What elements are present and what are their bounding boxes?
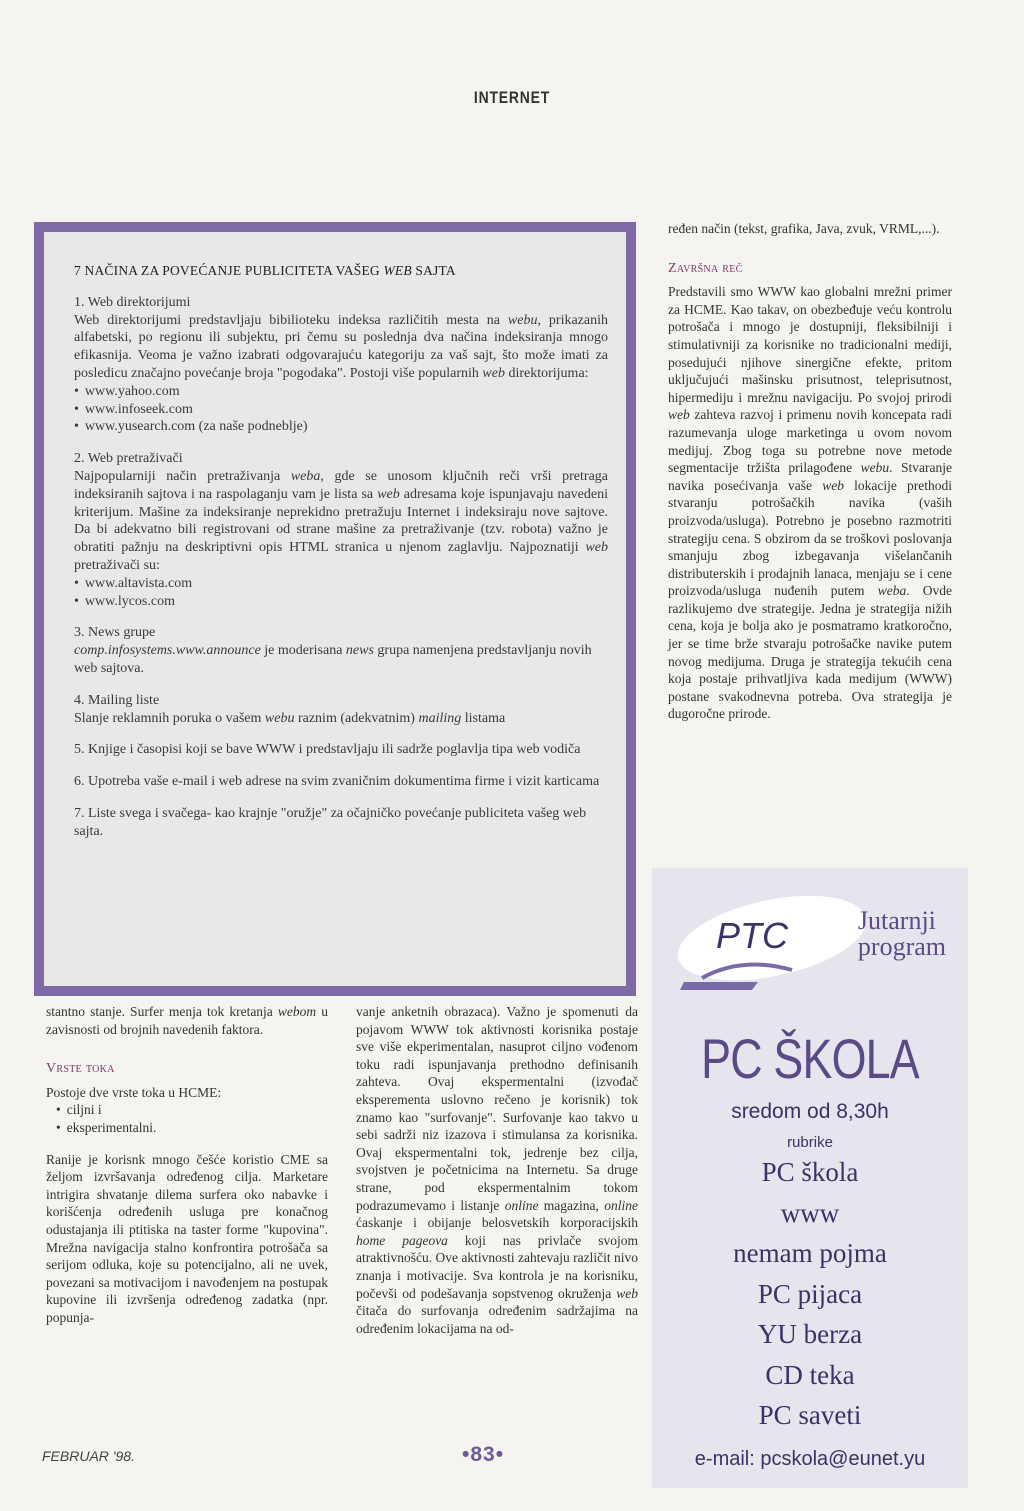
column-2 bbox=[356, 1003, 638, 1337]
item4-text: Slanje reklamnih poruka o vašem webu raznim (adekvatnim) mailing listama bbox=[74, 710, 506, 726]
list-item: • www.lycos.com bbox=[74, 593, 608, 611]
list-item: nemam pojma bbox=[733, 1238, 887, 1268]
list-item: • www.yusearch.com (za naše podneblje) bbox=[74, 418, 608, 436]
ad-subtitle: Jutarnji program bbox=[857, 906, 946, 961]
ad-title: PC ŠKOLA bbox=[701, 1027, 919, 1090]
column-3 bbox=[668, 220, 952, 723]
section-header: INTERNET bbox=[473, 88, 551, 107]
item2-text: Najpopularniji način pretraživanja weba, gde se unosom ključnih reči vrši pretraga indeksiranih sajtova i na raspolaganju vam je lista sa web adresama koje ispunjavaju navedeni kriterijum. Mašine za indeksiranje neprekidno pretražuju Internet i indeksiraju nove sajtove. Da bi adekvatno bili registrovani od strane mašine za pretraživanje (tzv. robota) važno je obratiti pažnju na deskriptivni opis HTML stranica u njenom zaglavlju. Najpoznatiji web pretraživači su: bbox=[74, 468, 609, 573]
list-item: • www.yahoo.com bbox=[74, 383, 608, 401]
column-1 bbox=[46, 1003, 328, 1327]
box-title: 7 NAČINA ZA POVEĆANJE PUBLICITETA VAŠEG WEB SAJTA bbox=[74, 263, 456, 278]
ptc-logo-text: PTC bbox=[716, 915, 788, 956]
item3-text: comp.infosystems.www.announce je moderisana news grupa namenjena predstavljanju novih web sajtova. bbox=[74, 643, 592, 676]
list-item: • eksperimentalni. bbox=[56, 1119, 328, 1137]
col1-list bbox=[46, 1101, 328, 1136]
item1-links bbox=[74, 383, 608, 436]
col3-top: ređen način (tekst, grafika, Java, zvuk, VRML,...). bbox=[668, 221, 940, 236]
list-item: www bbox=[780, 1197, 840, 1228]
item4-heading: 4. Mailing liste bbox=[74, 692, 160, 708]
ad-rubrike: rubrike bbox=[787, 1134, 833, 1151]
ad-email: e-mail: pcskola@eunet.yu bbox=[694, 1448, 926, 1470]
page-number: •83• bbox=[462, 1443, 505, 1466]
item7-text: 7. Liste svega i svačega- kao krajnje "oružje" za očajničko povećanje publiciteta vašeg web sajta. bbox=[74, 805, 587, 839]
list-item: CD teka bbox=[765, 1359, 855, 1390]
list-item: PC saveti bbox=[758, 1400, 862, 1430]
issue-date: FEBRUAR '98. bbox=[42, 1448, 135, 1464]
item3-heading: 3. News grupe bbox=[74, 625, 156, 641]
list-item: YU berza bbox=[757, 1319, 863, 1349]
list-item: • www.infoseek.com bbox=[74, 401, 608, 419]
col1-paragraph-2: Postoje dve vrste toka u HCME: bbox=[46, 1084, 222, 1100]
ad-items bbox=[652, 1152, 968, 1436]
list-item: • ciljni i bbox=[56, 1101, 328, 1119]
list-item: PC pijaca bbox=[757, 1278, 863, 1309]
col1-subhead: Vrste toka bbox=[46, 1061, 115, 1077]
pc-skola-ad bbox=[652, 868, 968, 1488]
item1-heading: 1. Web direktorijumi bbox=[74, 294, 191, 310]
col3-paragraph: Predstavili smo WWW kao globalni mrežni primer za HCME. Kao takav, on obezbeđuje veću kontrolu potrošača i mnogo je dostupniji, fleksibilniji i stimulativniji za korisnike no tradicionalni mediji, posedujući njihove sinergične efekte, pritom uključujući mašinsku prisutnost, teleprisutnost, hipermediju i mrežnu navigaciju. Po svojoj prirodi web zahteva razvoj i primenu novih koncepata radi razumevanja uloge marketinga u ovom novom medijuj. Zbog toga su potrebne nove metode segmentacije tržišta prilagođene webu. Stvaranje navika posećivanja vaše web lokacije prethodi stvaranju potrošačkih navika (vaših proizvoda/usluga). Potrebno je posebno razmotriti strategiju cena. S obzirom da se troškovi poslovanja smanjuju zbog izbegavanja višelančanih distributerskih i prodajnih lanaca, menjaju se i cene proizvoda/usluga nuđenih putem weba. Ovde razlikujemo dve strategije. Jedna je strategija nižih cena, koja je bolja ako je posmatramo kratkoročno, jer se time brže stvaraju potrošačke navike putem novog medijuma. Druga je strategija tekućih cena koja postaje prihvatljiva kada medijum (WWW) postane svakodnevna potreba. Ova strategija je dugoročne prirode. bbox=[668, 284, 953, 722]
col1-paragraph-3: Ranije je korisnk mnogo češće koristio CME sa željom izvršavanja određenog cilja. Marketare intrigira shvatanje dilema surfera oko nabavke i korišćenja određenih usluga pre konačnog odustajanja ili ptitiska na taster forme "kupovina". Mrežna navigacija stalno konfrontira potrošača sa serijom odluka, koje su potencijalno, ali ne uvek, povezani sa motivacijom i navođenjem na postupak kupovine ili izvršenja određenog zadatka (npr. popunja- bbox=[46, 1151, 328, 1325]
tips-box bbox=[34, 222, 636, 996]
item2-links bbox=[74, 575, 608, 611]
item2-heading: 2. Web pretraživači bbox=[74, 451, 183, 467]
item5-text: 5. Knjige i časopisi koji se bave WWW i predstavljaju ili sadrže poglavlja tipa web vodiča bbox=[74, 742, 581, 758]
col1-paragraph-1: stantno stanje. Surfer menja tok kretanja webom u zavisnosti od brojnih navedenih faktora. bbox=[46, 1004, 329, 1037]
item1-text: Web direktorijumi predstavljaju bibilioteku indeksa različitih mesta na webu, prikazanih alfabetski, po regionu ili subjektu, pri čemu su poslednja dva načina indeksiranja mnogo efikasnija. Veoma je važno izabrati odgovarajuću kategoriju za vaš sajt, što može imati za posledicu značajno povećanje broja "pogodaka". Postoji više popularnih web direktorijuma: bbox=[74, 312, 608, 381]
ptc-logo bbox=[672, 886, 872, 1006]
col2-paragraph: vanje anketnih obrazaca). Važno je spomenuti da pojavom WWW tok aktivnosti korisnika postaje sve više ekperimentalan, nasuprot ciljno vođenom toku radi ispunjavanja prethodno definisanih zahteva. Ovaj ekspermentalni (izvođač eksperementa uslovno rečeno je korisnik) tok znamo kao "surfovanje". Surfovanje kao takvo u sebi sadrži niz izazova i stimulansa za korisnika. Ovaj ekspermentalni tok, jedrenje bez cilja, svojstven je početnicima na Internetu. Sa druge strane, pod ekspermentalnim tokom podrazumevamo i listanje online magazina, online ćaskanje i obijanje belosvetskih korporacijskih home pageova koji nas privlače svojom atraktivnošću. Ove aktivnosti zahtevaju različit nivo znanja i motivacije. Sva kontrola je na korisniku, počevši od podešavanja sopstvenog okruženja web čitača do surfovanja određenim sadržajima na određenim lokacijama na od- bbox=[356, 1004, 638, 1336]
item6-text: 6. Upotreba vaše e-mail i web adrese na svim zvaničnim dokumentima firme i vizit karticama bbox=[74, 774, 600, 790]
col3-subhead: Završna reč bbox=[668, 260, 743, 276]
ad-time: sredom od 8,30h bbox=[731, 1100, 889, 1123]
list-item: • www.altavista.com bbox=[74, 575, 608, 593]
list-item: PC škola bbox=[761, 1157, 859, 1187]
